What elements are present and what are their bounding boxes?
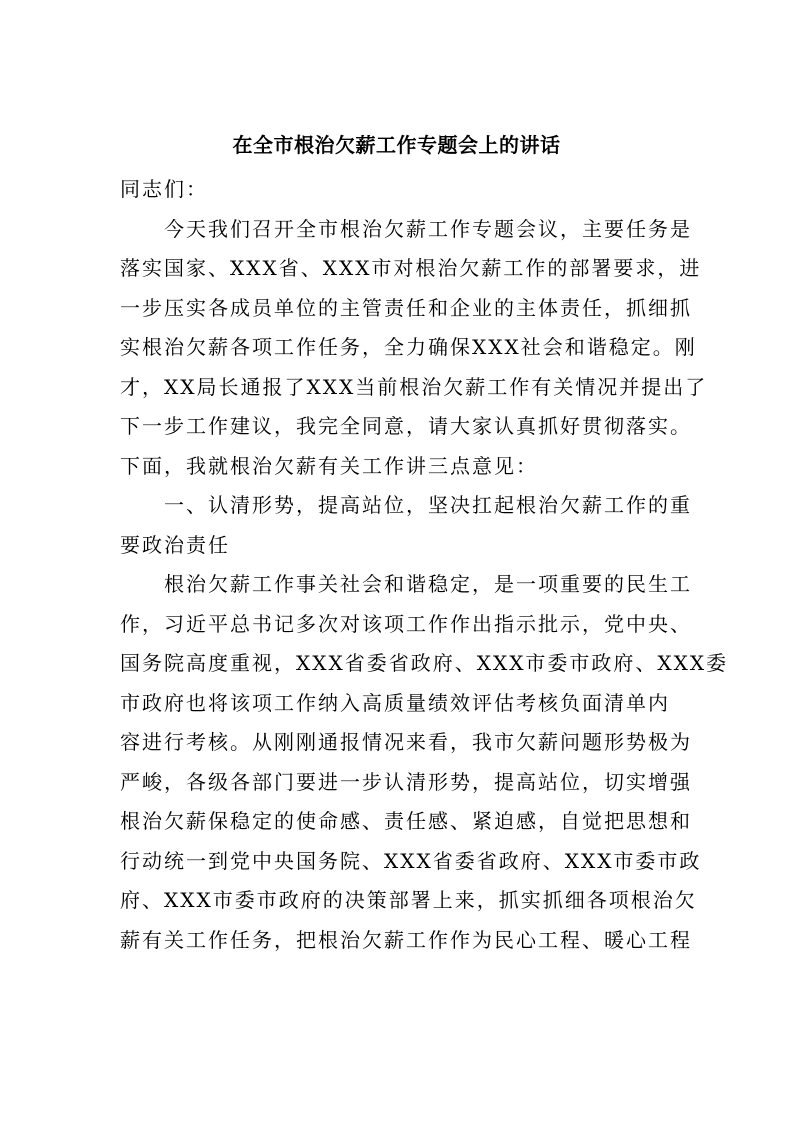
text-line: 根治欠薪保稳定的使命感、责任感、紧迫感，自觉把思想和 bbox=[120, 809, 692, 833]
text-line: 实根治欠薪各项工作任务，全力确保XXX社会和谐稳定。刚 bbox=[120, 335, 697, 359]
text-line: 国务院高度重视，XXX省委省政府、XXX市委市政府、XXX委 bbox=[120, 651, 729, 675]
text-line: 下一步工作建议，我完全同意，请大家认真抓好贯彻落实。 bbox=[120, 414, 692, 438]
text-line: 下面，我就根治欠薪有关工作讲三点意见： bbox=[120, 453, 538, 478]
text-line: 一、认清形势，提高站位，坚决扛起根治欠薪工作的重 bbox=[164, 493, 692, 517]
text-line: 府、XXX市委市政府的决策部署上来，抓实抓细各项根治欠 bbox=[120, 888, 697, 912]
text-line: 作，习近平总书记多次对该项工作作出指示批示，党中央、 bbox=[120, 611, 692, 636]
text-line: 要政治责任 bbox=[120, 532, 230, 557]
text-line: 同志们： bbox=[120, 177, 208, 201]
text-line: 才，XX局长通报了XXX当前根治欠薪工作有关情况并提出了 bbox=[120, 374, 708, 399]
text-line: 一步压实各成员单位的主管责任和企业的主体责任，抓细抓 bbox=[120, 295, 692, 320]
text-line: 行动统一到党中央国务院、XXX省委省政府、XXX市委市政 bbox=[120, 848, 702, 873]
text-line: 市政府也将该项工作纳入高质量绩效评估考核负面清单内 bbox=[120, 690, 670, 715]
text-line: 根治欠薪工作事关社会和谐稳定，是一项重要的民生工 bbox=[164, 572, 692, 596]
document-title: 在全市根治欠薪工作专题会上的讲话 bbox=[232, 133, 561, 157]
document-body bbox=[120, 170, 729, 960]
text-line: 薪有关工作任务，把根治欠薪工作作为民心工程、暖心工程 bbox=[120, 927, 692, 952]
text-line: 落实国家、XXX省、XXX市对根治欠薪工作的部署要求，进 bbox=[120, 256, 702, 280]
text-line: 容进行考核。从刚刚通报情况来看，我市欠薪问题形势极为 bbox=[120, 730, 692, 754]
text-line: 今天我们召开全市根治欠薪工作专题会议，主要任务是 bbox=[164, 216, 692, 241]
text-line: 严峻，各级各部门要进一步认清形势，提高站位，切实增强 bbox=[120, 769, 692, 794]
